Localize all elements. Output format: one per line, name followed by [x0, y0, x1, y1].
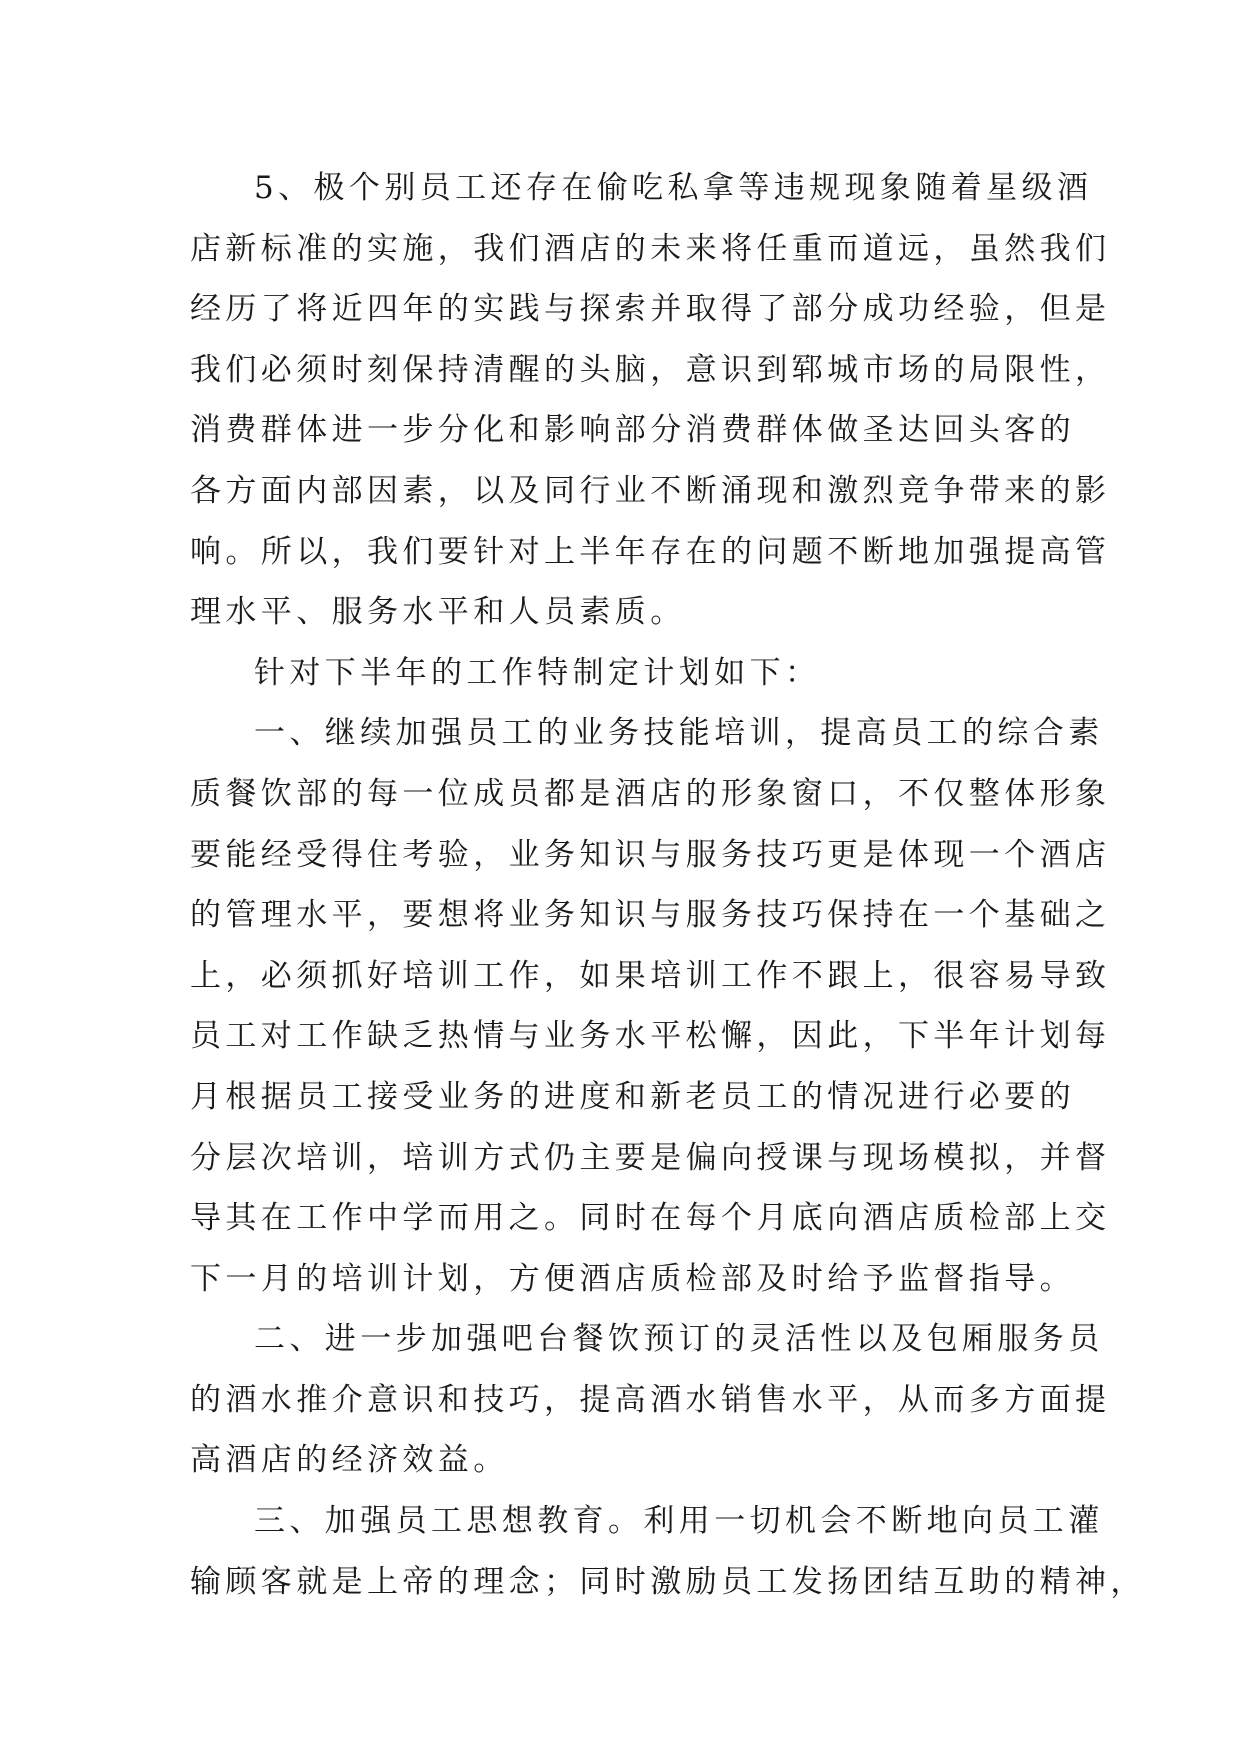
text-line: 高酒店的经济效益。 [190, 1442, 509, 1479]
text-line: 我们必须时刻保持清醒的头脑，意识到郓城市场的局限性， [190, 351, 1111, 388]
text-line: 理水平、服务水平和人员素质。 [190, 594, 686, 631]
text-line: 经历了将近四年的实践与探索并取得了部分成功经验，但是 [190, 291, 1111, 328]
text-line: 各方面内部因素，以及同行业不断涌现和激烈竞争带来的影 [190, 472, 1111, 509]
text-line: 店新标准的实施，我们酒店的未来将任重而道远，虽然我们 [190, 230, 1111, 267]
text-line: 输顾客就是上帝的理念；同时激励员工发扬团结互助的精神， [190, 1563, 1146, 1600]
text-line: 下一月的培训计划，方便酒店质检部及时给予监督指导。 [190, 1260, 1075, 1297]
text-line: 员工对工作缺乏热情与业务水平松懈，因此，下半年计划每 [190, 1018, 1111, 1055]
text-line: 上，必须抓好培训工作，如果培训工作不跟上，很容易导致 [190, 957, 1111, 994]
text-line: 质餐饮部的每一位成员都是酒店的形象窗口，不仅整体形象 [190, 775, 1111, 812]
text-line: 响。所以，我们要针对上半年存在的问题不断地加强提高管 [190, 533, 1111, 570]
text-line: 要能经受得住考验，业务知识与服务技巧更是体现一个酒店 [190, 836, 1111, 873]
text-line: 消费群体进一步分化和影响部分消费群体做圣达回头客的 [190, 412, 1075, 449]
text-line: 的管理水平，要想将业务知识与服务技巧保持在一个基础之 [190, 897, 1111, 934]
text-line: 月根据员工接受业务的进度和新老员工的情况进行必要的 [190, 1078, 1075, 1115]
text-line: 导其在工作中学而用之。同时在每个月底向酒店质检部上交 [190, 1200, 1111, 1237]
text-line: 三、加强员工思想教育。利用一切机会不断地向员工灌 [254, 1503, 1104, 1540]
text-line: 针对下半年的工作特制定计划如下： [254, 654, 821, 691]
text-line: 二、进一步加强吧台餐饮预订的灵活性以及包厢服务员 [254, 1321, 1104, 1358]
text-line: 一、继续加强员工的业务技能培训，提高员工的综合素 [254, 715, 1104, 752]
text-line: 的酒水推介意识和技巧，提高酒水销售水平，从而多方面提 [190, 1381, 1111, 1418]
text-line: 5、极个别员工还存在偷吃私拿等违规现象随着星级酒 [254, 170, 1093, 206]
document-body [190, 158, 1146, 1612]
text-line: 分层次培训，培训方式仍主要是偏向授课与现场模拟，并督 [190, 1139, 1111, 1176]
